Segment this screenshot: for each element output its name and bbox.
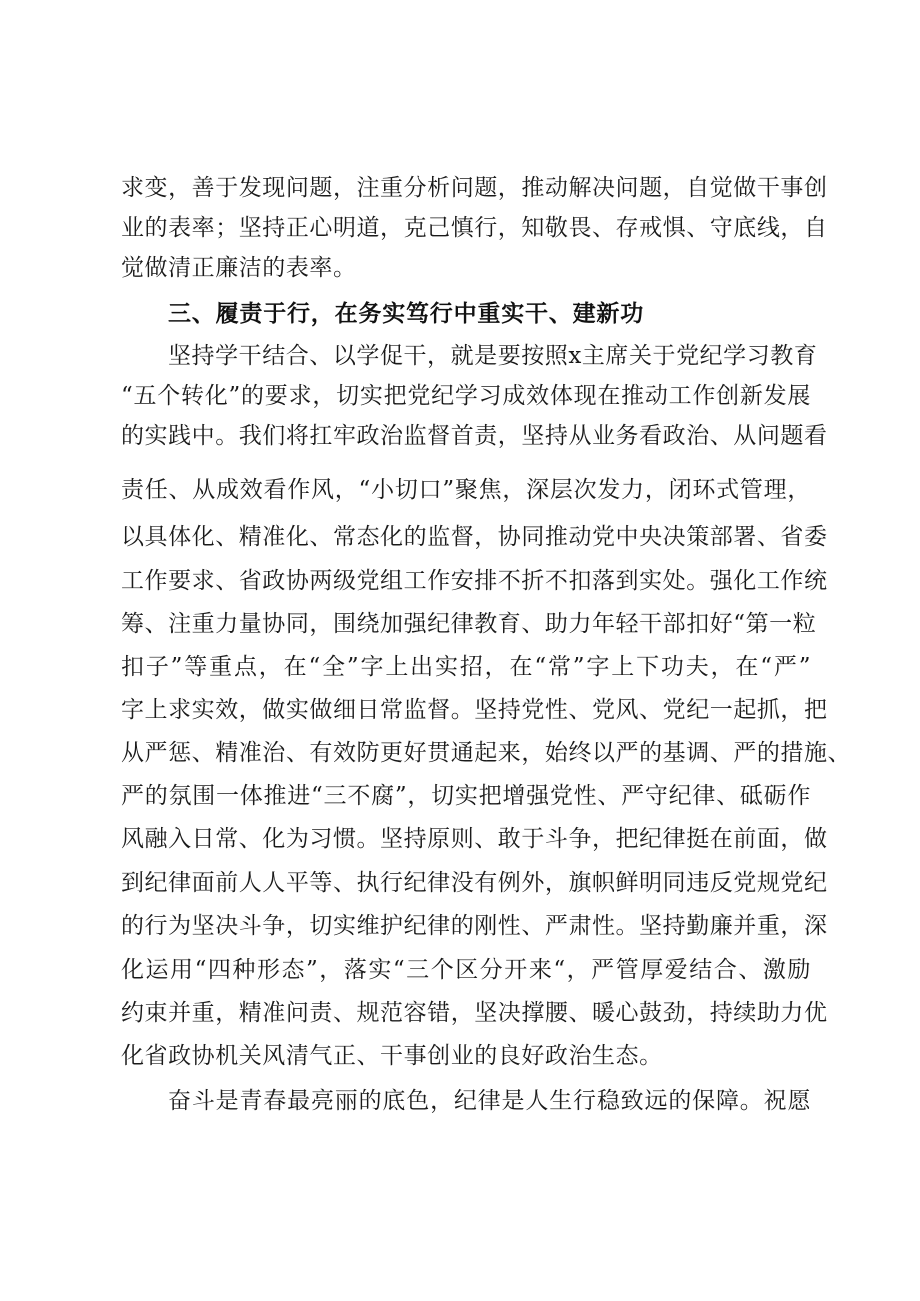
intro-line: 业的表率；坚持正心明道，克己慎行，知敬畏、存戒惧、守底线，自 <box>121 215 828 241</box>
body-line: 化省政协机关风清气正、干事创业的良好政治生态。 <box>121 1043 663 1069</box>
intro-line: 求变，善于发现问题，注重分析问题，推动解决问题，自觉做干事创 <box>121 175 828 201</box>
section-heading: 三、履责于行，在务实笃行中重实干、建新功 <box>168 301 644 327</box>
body-line: 的实践中。我们将扛牢政治监督首责，坚持从业务看政治、从问题看 <box>121 423 828 449</box>
body-line: “五个转化”的要求，切实把党纪学习成效体现在推动工作创新发展 <box>121 383 811 409</box>
body-line: 约束并重，精准问责、规范容错，坚决撑腰、暖心鼓劲，持续助力优 <box>121 1000 828 1026</box>
intro-line: 觉做清正廉洁的表率。 <box>121 255 357 281</box>
body-line: 以具体化、精准化、常态化的监督，协同推动党中央决策部署、省委 <box>121 524 828 550</box>
body-line: 从严惩、精准治、有效防更好贯通起来，始终以严的基调、严的措施、 <box>121 740 852 766</box>
body-line: 字上求实效，做实做细日常监督。坚持党性、党风、党纪一起抓，把 <box>121 697 828 723</box>
body-line: 风融入日常、化为习惯。坚持原则、敢于斗争，把纪律挺在前面，做 <box>121 826 828 852</box>
body-line: 筹、注重力量协同，围绕加强纪律教育、助力年轻干部扣好“第一粒 <box>121 611 817 637</box>
closing-line: 奋斗是青春最亮丽的底色，纪律是人生行稳致远的保障。祝愿 <box>168 1088 811 1114</box>
body-line: 到纪律面前人人平等、执行纪律没有例外，旗帜鲜明同违反党规党纪 <box>121 870 828 896</box>
body-line: 工作要求、省政协两级党组工作安排不折不扣落到实处。强化工作统 <box>121 568 828 594</box>
body-line: 责任、从成效看作风，“小切口”聚焦，深层次发力，闭环式管理， <box>121 477 811 503</box>
body-line: 坚持学干结合、以学促干，就是要按照x主席关于党纪学习教育 <box>168 343 818 369</box>
body-line: 化运用“四种形态”，落实“三个区分开来“，严管厚爱结合、激励 <box>121 957 811 983</box>
body-line: 扣子”等重点，在“全”字上出实招，在“常”字上下功夫，在“严” <box>121 654 811 680</box>
body-line: 严的氛围一体推进“三不腐”，切实把增强党性、严守纪律、砥砺作 <box>121 783 811 809</box>
body-line: 的行为坚决斗争，切实维护纪律的刚性、严肃性。坚持勤廉并重，深 <box>121 913 828 939</box>
